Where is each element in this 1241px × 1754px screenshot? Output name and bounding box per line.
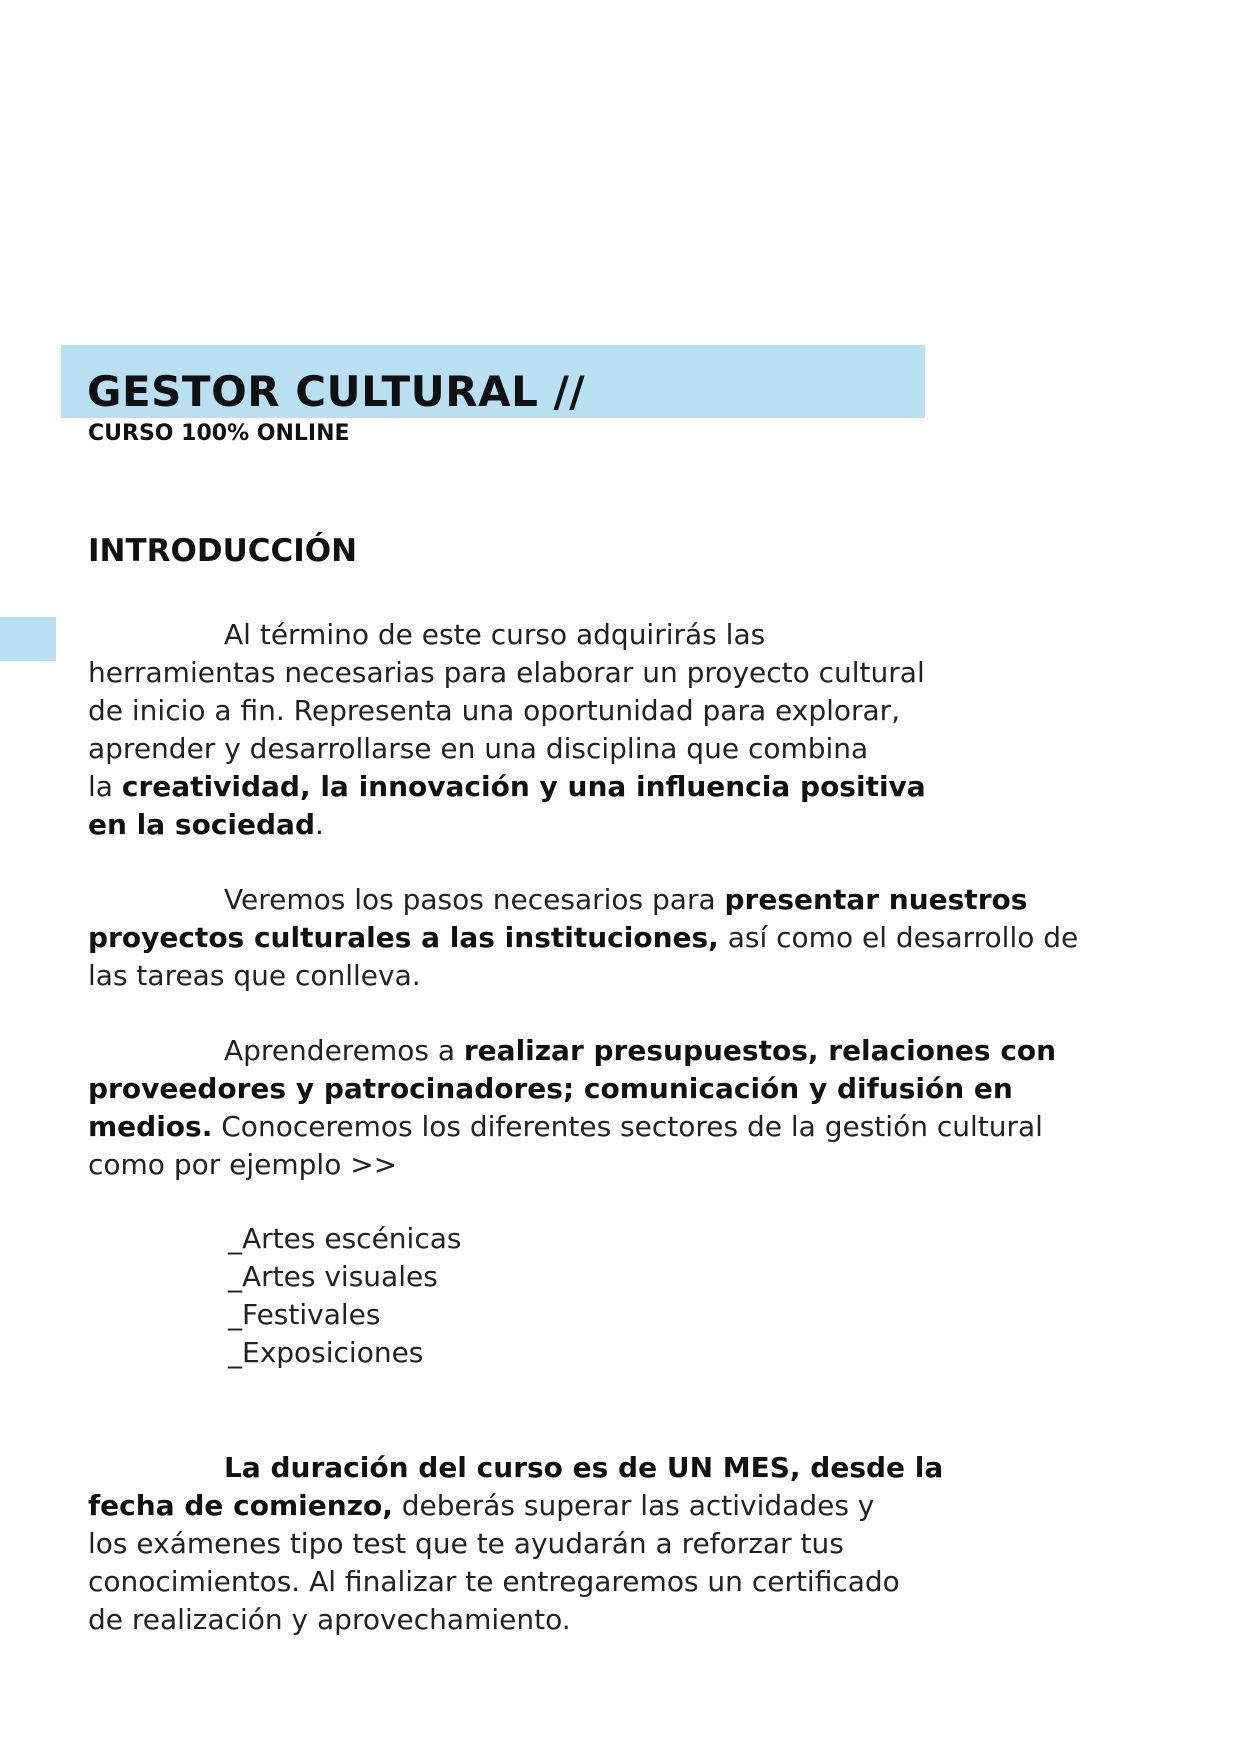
paragraph-line: herramientas necesarias para elaborar un proyecto cultural <box>88 656 925 689</box>
intro-paragraph-3 <box>88 1032 1178 1184</box>
emphasis-text: presentar nuestros <box>724 883 1028 916</box>
list-item: _Artes visuales <box>228 1260 438 1293</box>
paragraph-line <box>88 806 1178 844</box>
line-text: Veremos los pasos necesarios para <box>224 883 725 916</box>
paragraph-line: las tareas que conlleva. <box>88 959 421 992</box>
paragraph-line: los exámenes tipo test que te ayudarán a reforzar tus <box>88 1527 844 1560</box>
emphasis-text: en la sociedad <box>88 808 315 841</box>
emphasis-text: realizar presupuestos, relaciones con <box>463 1034 1057 1067</box>
paragraph-line <box>88 919 1178 957</box>
paragraph-line: de inicio a fin. Representa una oportunidad para explorar, <box>88 694 901 727</box>
paragraph-line <box>88 768 1178 806</box>
section-heading-introduction: INTRODUCCIÓN <box>88 533 358 569</box>
paragraph-line <box>88 1487 1178 1525</box>
cultural-sectors-list <box>228 1220 461 1372</box>
paragraph-line: de realización y aprovechamiento. <box>88 1603 571 1636</box>
paragraph-line <box>88 1032 1178 1070</box>
paragraph-line: aprender y desarrollarse en una disciplina que combina <box>88 732 869 765</box>
emphasis-text: proyectos culturales a las instituciones, <box>88 921 719 954</box>
intro-paragraph-1 <box>88 616 1178 844</box>
paragraph-line: como por ejemplo >> <box>88 1148 398 1181</box>
emphasis-text: creatividad, la innovación y una influencia positiva <box>121 770 926 803</box>
line-text: deberás superar las actividades y <box>392 1489 875 1522</box>
paragraph-line <box>88 1070 1178 1108</box>
paragraph-line: Al término de este curso adquirirás las <box>224 618 766 651</box>
line-text: . <box>314 808 324 841</box>
page-side-tab <box>0 617 56 661</box>
line-text: Conoceremos los diferentes sectores de la gestión cultural <box>212 1110 1043 1143</box>
line-text: Aprenderemos a <box>224 1034 464 1067</box>
line-text: la <box>88 770 122 803</box>
line-text: así como el desarrollo de <box>718 921 1079 954</box>
emphasis-text: La duración del curso es de UN MES, desde la <box>224 1451 944 1484</box>
intro-paragraph-2 <box>88 881 1178 995</box>
emphasis-text: medios. <box>88 1110 213 1143</box>
paragraph-line: conocimientos. Al finalizar te entregaremos un certificado <box>88 1565 900 1598</box>
list-item: _Festivales <box>228 1298 381 1331</box>
list-item: _Artes escénicas <box>228 1222 462 1255</box>
emphasis-text: proveedores y patrocinadores; comunicación y difusión en <box>88 1072 1013 1105</box>
emphasis-text: fecha de comienzo, <box>88 1489 393 1522</box>
course-subtitle: CURSO 100% ONLINE <box>88 421 350 446</box>
course-title: GESTOR CULTURAL // <box>87 367 586 416</box>
paragraph-line <box>88 1108 1178 1146</box>
paragraph-line <box>88 881 1178 919</box>
paragraph-line <box>88 1449 1178 1487</box>
list-item: _Exposiciones <box>228 1336 424 1369</box>
intro-paragraph-4 <box>88 1449 1178 1639</box>
